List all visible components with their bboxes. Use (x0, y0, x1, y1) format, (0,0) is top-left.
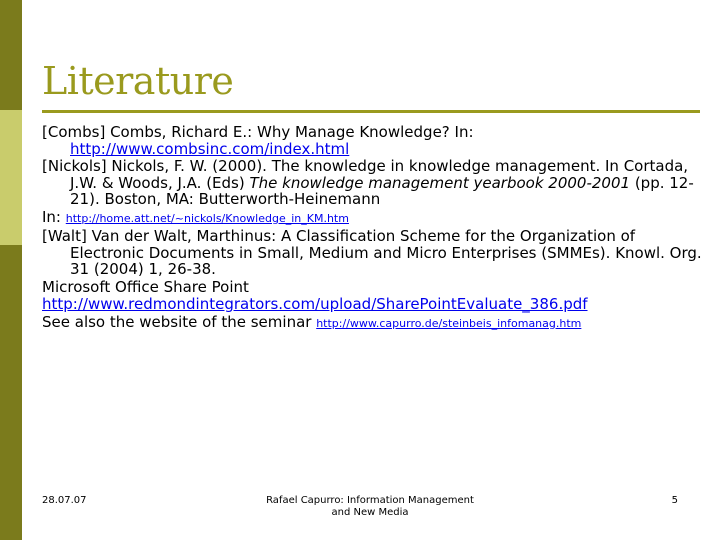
side-decor-bar (0, 0, 22, 540)
reference-combs-text: [Combs] Combs, Richard E.: Why Manage Knowledge? In: (42, 123, 474, 141)
footer-date: 28.07.07 (42, 495, 87, 506)
reference-walt: [Walt] Van der Walt, Marthinus: A Classification Scheme for the Organization of Electronic Documents in Small, Medium and Micro Enterprises (SMMEs). Knowl. Org. 31 (2004) 1, 26-38. (42, 227, 702, 278)
reference-microsoft (42, 296, 710, 313)
side-decor-segment-bottom (0, 245, 22, 540)
reference-nickols-link[interactable]: http://home.att.net/~nickols/Knowledge_in_KM.htm (65, 211, 349, 225)
reference-nickols-publisher: (pp. 12-21). Boston, MA: Butterworth-Heinemann (70, 173, 694, 208)
reference-microsoft-link[interactable]: http://www.redmondintegrators.com/upload/SharePointEvaluate_386.pdf (42, 295, 588, 313)
reference-nickols-text: [Nickols] Nickols, F. W. (2000). The knowledge in knowledge management. In Cortada, J.W. & Woods, J.A. (Eds) (42, 157, 689, 192)
reference-seminar-text: See also the website of the seminar (42, 312, 317, 331)
reference-nickols-in (42, 209, 710, 228)
title-underline (42, 110, 700, 113)
reference-combs-link[interactable]: http://www.combsinc.com/index.html (70, 139, 350, 158)
reference-list (42, 124, 710, 333)
side-decor-segment-middle (0, 110, 22, 245)
reference-seminar (42, 314, 710, 333)
reference-microsoft-text: Microsoft Office Share Point (42, 277, 249, 296)
reference-nickols-in-label: In: (42, 207, 66, 226)
reference-combs (42, 124, 710, 157)
page-number: 5 (671, 495, 678, 506)
slide-title: Literature (42, 59, 234, 103)
reference-seminar-link[interactable]: http://www.capurro.de/steinbeis_infomanag.htm (316, 316, 582, 330)
side-decor-segment-top (0, 0, 22, 110)
reference-nickols (42, 158, 710, 208)
footer-center (230, 495, 510, 519)
footer-author-line2: and New Media (331, 507, 409, 518)
footer-author-line1: Rafael Capurro: Information Management (266, 495, 474, 506)
reference-nickols-book-title: The knowledge management yearbook 2000-2001 (249, 173, 631, 192)
